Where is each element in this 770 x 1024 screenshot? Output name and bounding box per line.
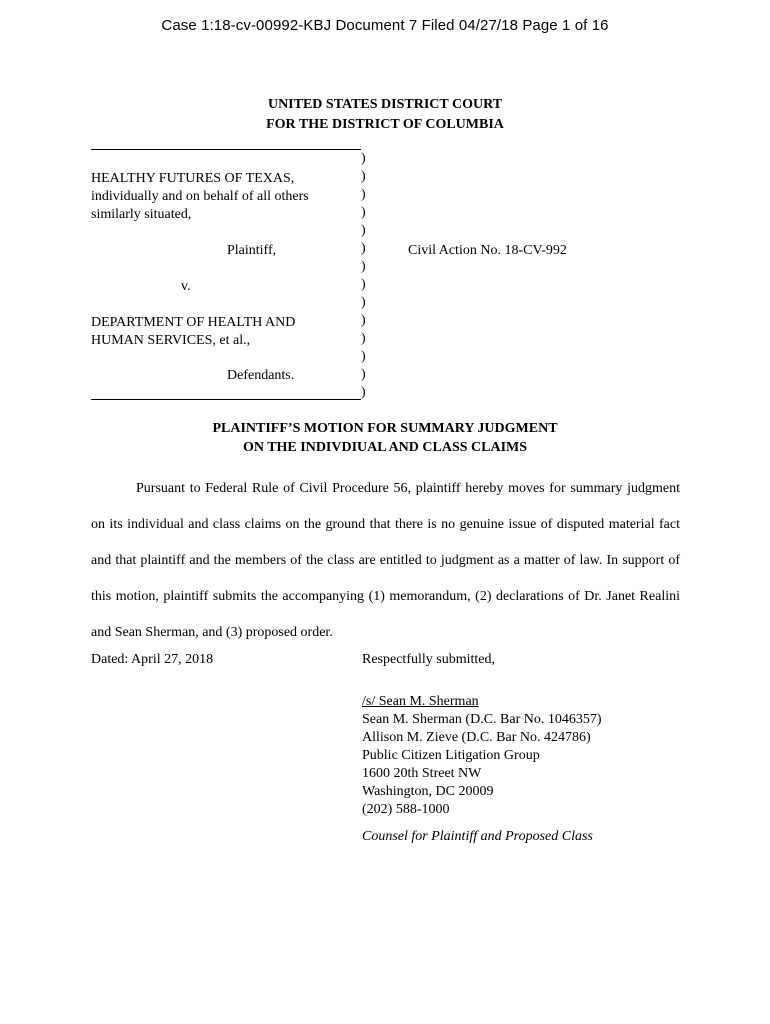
defendant-label: Defendants. xyxy=(227,368,295,383)
plaintiff-name-line: individually and on behalf of all others xyxy=(91,189,309,204)
plaintiff-name-line: similarly situated, xyxy=(91,207,192,222)
plaintiff-name xyxy=(91,170,309,224)
caption-paren: ) xyxy=(361,187,366,202)
motion-title-line: PLAINTIFF’S MOTION FOR SUMMARY JUDGMENT xyxy=(212,421,558,436)
plaintiff-label: Plaintiff, xyxy=(227,243,277,258)
motion-title xyxy=(0,419,770,457)
caption-paren: ) xyxy=(361,277,366,292)
caption-paren: ) xyxy=(361,367,366,382)
signature-line: Allison M. Zieve (D.C. Bar No. 424786) xyxy=(362,730,591,745)
caption-paren: ) xyxy=(361,259,366,274)
caption-parentheses xyxy=(361,150,366,402)
caption-paren: ) xyxy=(361,205,366,220)
counsel-role: Counsel for Plaintiff and Proposed Class xyxy=(362,829,593,844)
civil-action-number: Civil Action No. 18-CV-992 xyxy=(408,243,567,258)
electronic-signature: /s/ Sean M. Sherman xyxy=(362,694,479,709)
court-title-line: UNITED STATES DISTRICT COURT xyxy=(267,97,503,112)
closing-line: Respectfully submitted, xyxy=(362,652,495,667)
caption-paren: ) xyxy=(361,223,366,238)
plaintiff-name-line: HEALTHY FUTURES OF TEXAS, xyxy=(91,171,295,186)
motion-body-paragraph: Pursuant to Federal Rule of Civil Procedure 56, plaintiff hereby moves for summary judgment on its individual and class claims on the ground that there is no genuine issue of disputed material fact and that plaintiff and the members of the class are entitled to judgment as a matter of law. In support of this motion, plaintiff submits the accompanying (1) memorandum, (2) declarations of Dr. Janet Realini and Sean Sherman, and (3) proposed order. xyxy=(91,481,680,640)
signature-line: Sean M. Sherman (D.C. Bar No. 1046357) xyxy=(362,712,602,727)
versus-label: v. xyxy=(181,279,191,294)
signature-line: Washington, DC 20009 xyxy=(362,784,494,799)
caption-paren: ) xyxy=(361,295,366,310)
signature-line: (202) 588-1000 xyxy=(362,802,450,817)
case-header-stamp: Case 1:18-cv-00992-KBJ Document 7 Filed 04/27/18 Page 1 of 16 xyxy=(161,17,609,34)
caption-paren: ) xyxy=(361,169,366,184)
court-title xyxy=(0,95,770,135)
dated-line: Dated: April 27, 2018 xyxy=(91,652,214,667)
signature-line: 1600 20th Street NW xyxy=(362,766,482,781)
defendant-name xyxy=(91,314,295,350)
caption-paren: ) xyxy=(361,151,366,166)
signature-line: Public Citizen Litigation Group xyxy=(362,748,540,763)
caption-paren: ) xyxy=(361,313,366,328)
caption-paren: ) xyxy=(361,385,366,400)
court-title-line: FOR THE DISTRICT OF COLUMBIA xyxy=(266,117,504,132)
signature-block xyxy=(362,693,602,819)
defendant-name-line: DEPARTMENT OF HEALTH AND xyxy=(91,315,296,330)
caption-paren: ) xyxy=(361,331,366,346)
caption-rule-top xyxy=(91,149,361,150)
caption-paren: ) xyxy=(361,241,366,256)
motion-title-line: ON THE INDIVDIUAL AND CLASS CLAIMS xyxy=(242,440,528,455)
caption-rule-bottom xyxy=(91,399,361,400)
defendant-name-line: HUMAN SERVICES, et al., xyxy=(91,333,251,348)
caption-paren: ) xyxy=(361,349,366,364)
